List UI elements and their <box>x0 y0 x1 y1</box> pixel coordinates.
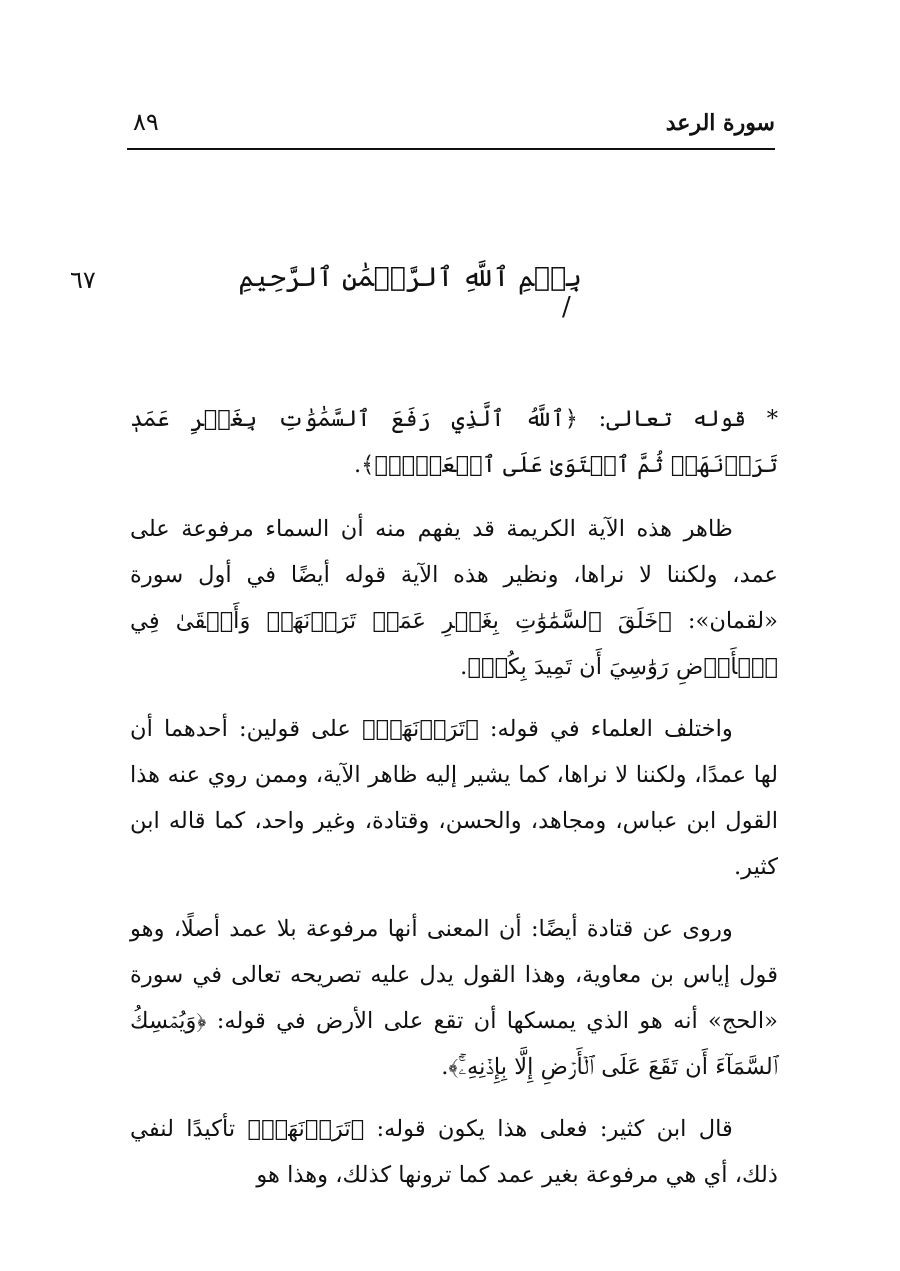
basmala: بِسۡمِ ٱللَّهِ ٱلرَّحۡمَٰنِ ٱلرَّحِيمِ <box>238 262 582 293</box>
slash-mark: / <box>562 292 571 322</box>
paragraph: قال ابن كثير: فعلى هذا يكون قوله: ﴿تَرَوۡنَهَاۖ﴾ تأكيدًا لنفي ذلك، أي هي مرفوعة بغير عمد كما ترونها كذلك، وهذا هو <box>130 1116 778 1188</box>
paragraph-verse: * قوله تعالى: ﴿ٱللَّهُ ٱلَّذِي رَفَعَ ٱلسَّمَٰوَٰتِ بِغَيۡرِ عَمَدٖ تَرَوۡنَهَاۖ ثُمَّ ٱسۡتَوَىٰ عَلَى ٱلۡعَرۡشِۖ﴾. <box>130 406 778 478</box>
paragraph: ظاهر هذه الآية الكريمة قد يفهم منه أن السماء مرفوعة على عمد، ولكننا لا نراها، ونظير هذه الآية قوله أيضًا في أول سورة «لقمان»: ﴿خَلَقَ ٱلسَّمَٰوَٰتِ بِغَيۡرِ عَمَدٖ تَرَوۡنَهَاۖ وَأَلۡقَىٰ فِي ٱلۡأَرۡضِ رَوَٰسِيَ أَن تَمِيدَ بِكُمۡ﴾. <box>130 516 778 680</box>
paragraph: واختلف العلماء في قوله: ﴿تَرَوۡنَهَاۖ﴾ على قولين: أحدهما أن لها عمدًا، ولكننا لا نراها، كما يشير إليه ظاهر الآية، وممن روي عنه هذا القول ابن عباس، ومجاهد، والحسن، وقتادة، وغير واحد، كما قاله ابن كثير. <box>130 716 778 880</box>
page-header <box>127 104 775 150</box>
paragraph: وروى عن قتادة أيضًا: أن المعنى أنها مرفوعة بلا عمد أصلًا، وهو قول إياس بن معاوية، وهذا القول يدل عليه تصريحه تعالى في سورة «الحج» أنه هو الذي يمسكها أن تقع على الأرض في قوله: ﴿وَيُمۡسِكُ ٱلسَّمَآءَ أَن تَقَعَ عَلَى ٱلۡأَرۡضِ إِلَّا بِإِذۡنِهِۦٓۚ﴾. <box>130 916 778 1080</box>
surah-title: سورة الرعد <box>665 110 775 136</box>
page-number: ٨٩ <box>133 108 159 136</box>
margin-number: ٦٧ <box>70 266 96 294</box>
body-text <box>130 396 778 1214</box>
